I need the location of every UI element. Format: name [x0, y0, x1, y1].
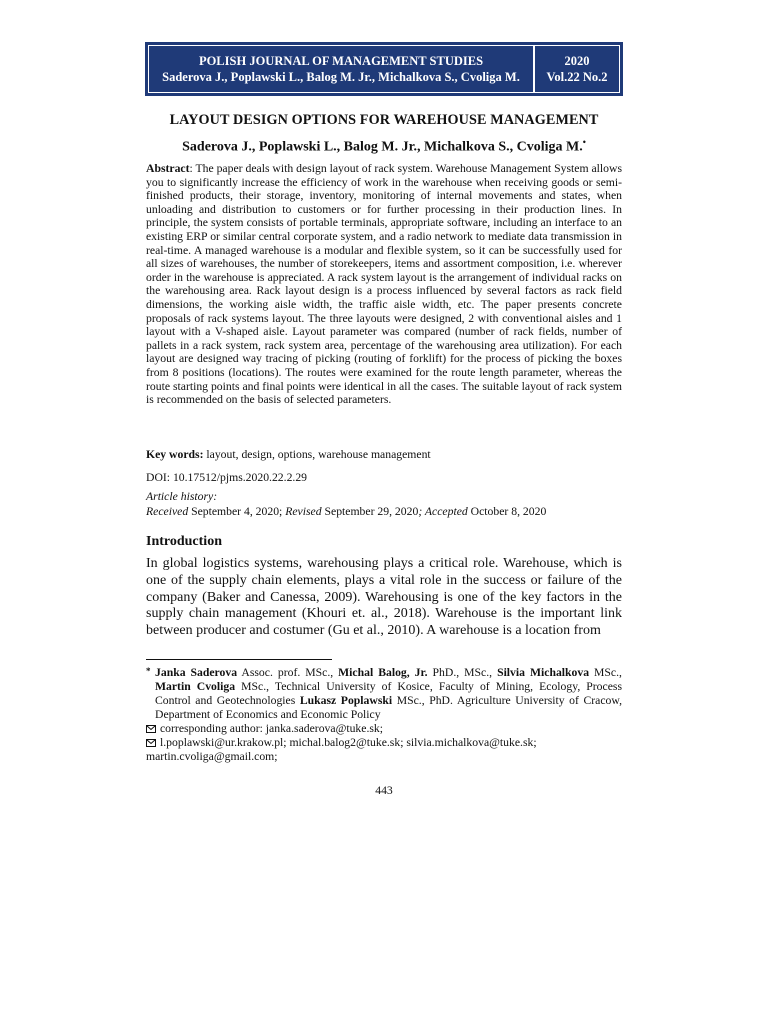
accepted-label: ; Accepted: [418, 505, 468, 518]
author-title-3: MSc.,: [589, 666, 622, 679]
footnote-body: [146, 666, 622, 722]
revised-label: Revised: [285, 505, 322, 518]
keywords: [146, 448, 622, 461]
author-name-2: Michal Balog, Jr.: [338, 666, 428, 679]
introduction-heading: Introduction: [146, 534, 222, 549]
envelope-icon: [146, 725, 156, 733]
footnote-affiliations: [146, 666, 622, 722]
author-name-3: Silvia Michalkova: [497, 666, 590, 679]
article-history: [146, 489, 622, 519]
author-emails[interactable]: l.poplawski@ur.krakow.pl; michal.balog2@tuke.sk; silvia.michalkova@tuke.sk;: [160, 736, 537, 749]
history-dates: [146, 504, 622, 519]
received-date: September 4, 2020;: [188, 505, 286, 518]
history-label: Article history:: [146, 490, 218, 503]
article-title: LAYOUT DESIGN OPTIONS FOR WAREHOUSE MANAGEMENT: [169, 112, 599, 128]
author-email-last[interactable]: martin.cvoliga@gmail.com;: [146, 750, 278, 763]
author-name-5: Lukasz Poplawski: [299, 694, 393, 707]
footnote-rule: [146, 659, 332, 660]
journal-volume: Vol.22 No.2: [546, 70, 608, 84]
emails-line: [146, 736, 622, 750]
author-name-4: Martin Cvoliga: [155, 680, 236, 693]
received-label: Received: [146, 505, 189, 518]
journal-header-authors: Saderova J., Poplawski L., Balog M. Jr., Michalkova S., Cvoliga M.: [162, 70, 520, 84]
abstract-text: : The paper deals with design layout of rack system. Warehouse Management System allows you to significantly increase the efficiency of work in the warehouse when receiving goods or semi-finished products, their storage, inventory, monitoring of internal movements and states, when unloading and distribution to customers or for further processing in their production lines. In principle, the system consists of portable terminals, appropriate software, including an interface to an existing ERP or similar central corporate system, and a radio network to mediate data transmission in real-time. A managed warehouse is a modular and flexible system, so it can be successfully used for all sizes of warehouses, the number of storekeepers, items and assortment composition, i.e. wherever order in the warehouse is appreciated. A rack system layout is the arrangement of individual racks on the warehousing area. Rack layout design is a process influenced by several factors as rack field dimensions, the working aisle width, the traffic aisle width, etc. The paper presents concrete proposals of rack systems layout. The three layouts were designed, 2 with conventional aisles and 1 layout with a V-shaped aisle. Layout parameter was compared (number of rack fields, number of pallets in a rack system, rack system area, percentage of the warehousing area utilization). For each layout are designed way tracing of picking (routing of forklift) for the process of picking the boxes from 8 positions (locations). The routes were examined for the route length parameter, whereas the route starting points and final points were identical in all the cases. The suitable layout of rack system is recommended on the basis of selected parameters.: [146, 162, 622, 407]
journal-name: POLISH JOURNAL OF MANAGEMENT STUDIES: [198, 54, 484, 68]
footnote: [146, 666, 622, 764]
journal-header: [145, 42, 623, 96]
accepted-date: October 8, 2020: [467, 505, 547, 518]
journal-header-frame: [148, 45, 620, 93]
author-title-5: MSc., PhD. Agriculture University of Cracow, Department of Economics and Economic Policy: [155, 694, 622, 721]
doi: DOI: 10.17512/pjms.2020.22.2.29: [146, 471, 308, 484]
author-footnote-mark: •: [582, 137, 586, 147]
article-authors-text: Saderova J., Poplawski L., Balog M. Jr., Michalkova S., Cvoliga M.: [182, 139, 583, 155]
author-title-1: Assoc. prof. MSc.,: [237, 666, 339, 679]
corresponding-author-line: [146, 722, 622, 736]
abstract: [146, 162, 622, 407]
revised-date: September 29, 2020: [321, 505, 419, 518]
article-authors: [146, 137, 622, 156]
author-title-2: PhD., MSc.,: [427, 666, 498, 679]
page-number: 443: [375, 784, 393, 797]
footnote-mark: *: [146, 666, 151, 676]
journal-header-left: [149, 46, 535, 92]
author-name-1: Janka Saderova: [155, 666, 238, 679]
journal-header-right: [535, 46, 619, 92]
envelope-icon: [146, 739, 156, 747]
keywords-label: Key words:: [146, 448, 204, 461]
abstract-label: Abstract: [146, 162, 190, 175]
keywords-text: layout, design, options, warehouse management: [203, 448, 431, 461]
corresponding-author[interactable]: corresponding author: janka.saderova@tuke.sk;: [160, 722, 384, 735]
journal-year: 2020: [564, 54, 590, 68]
author-title-4: MSc., Technical University of Kosice, Faculty of Mining, Ecology, Process Control and Geotechnologies: [155, 680, 623, 707]
introduction-text: In global logistics systems, warehousing plays a critical role. Warehouse, which is one of the supply chain elements, plays a vital role in the success or failure of the company (Baker and Canessa, 2009). Warehousing is one of the key factors in the supply chain management (Khouri et. al., 2018). Warehouse is the important link between producer and costumer (Gu et al., 2010). A warehouse is a location from: [146, 556, 622, 639]
